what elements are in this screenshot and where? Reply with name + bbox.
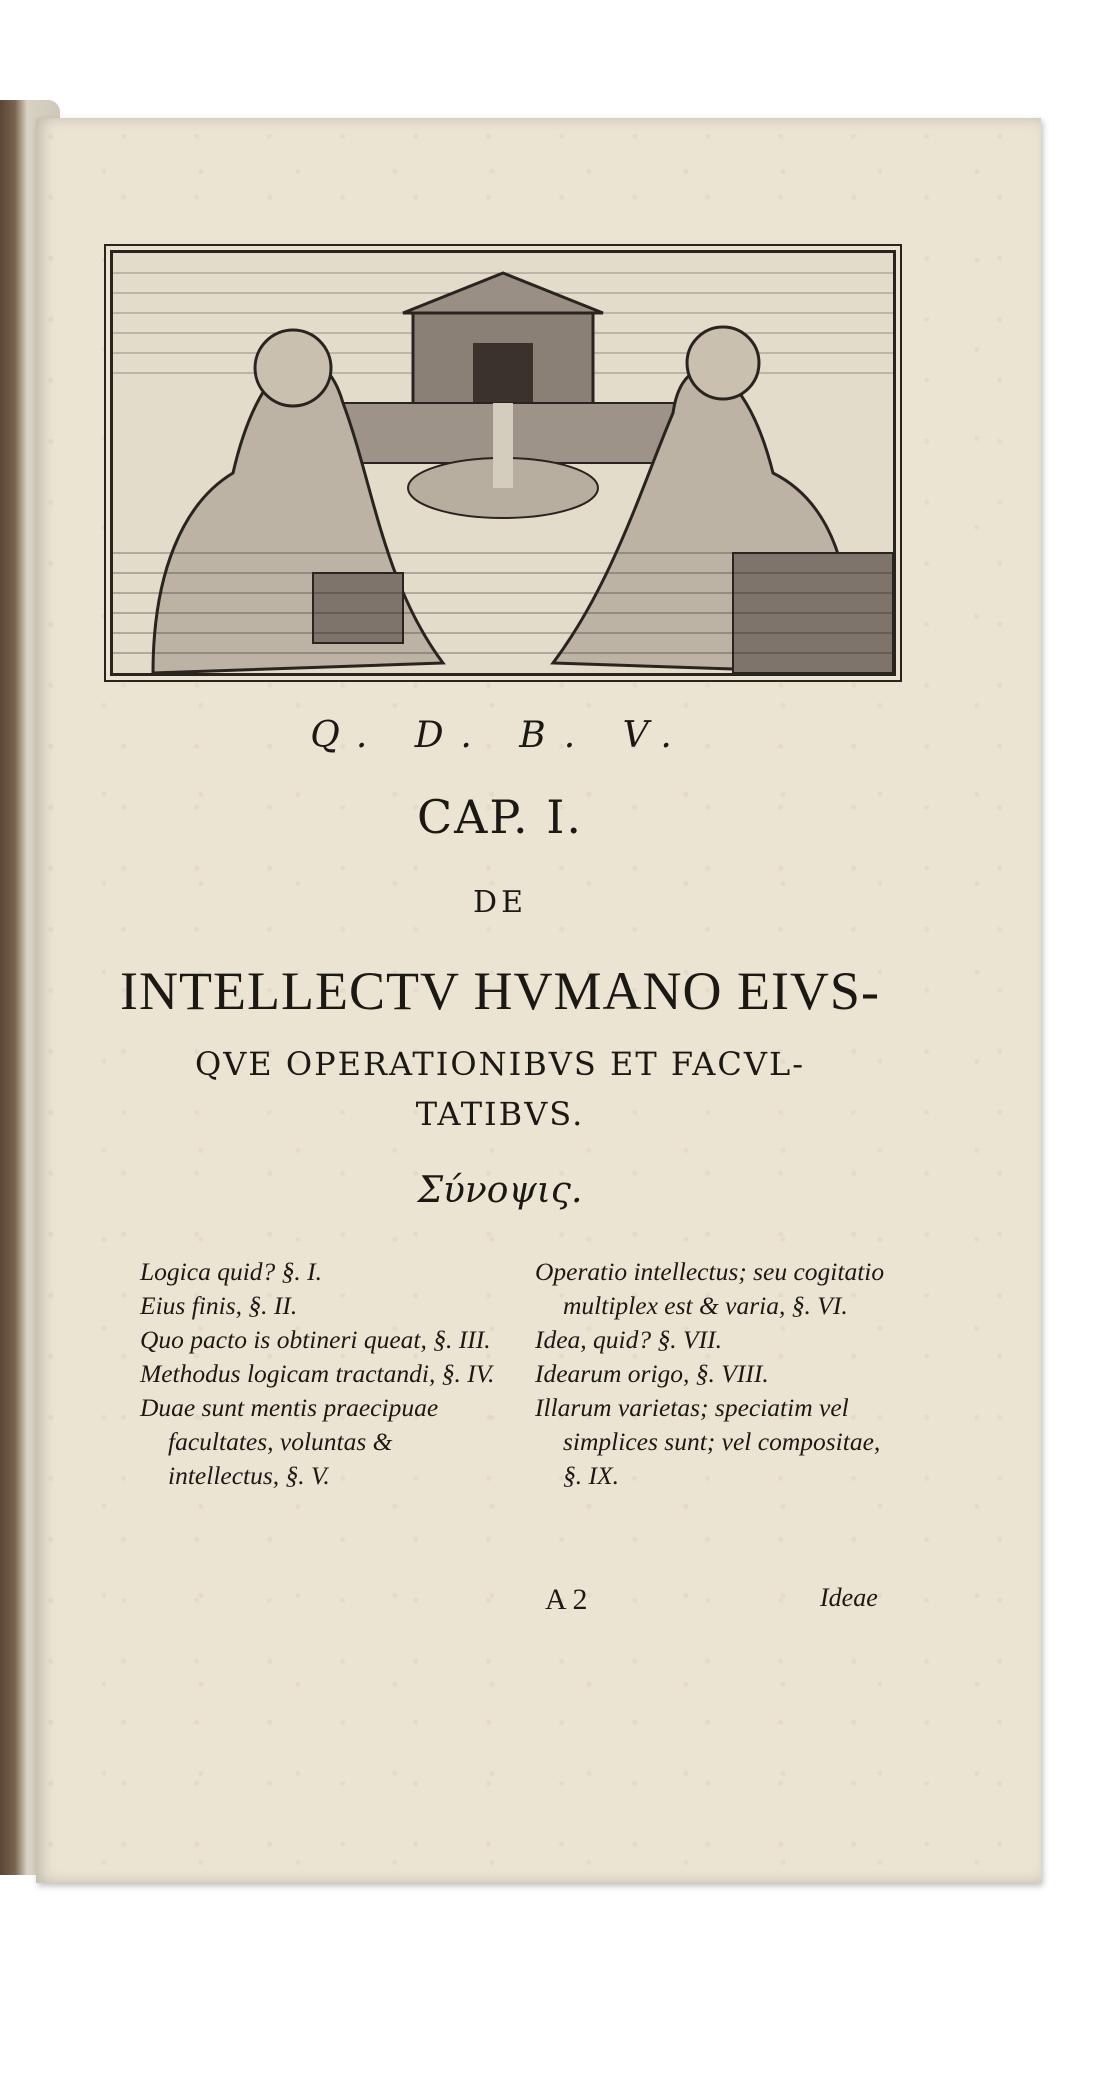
synopsis-entry: Duae sunt mentis praecipuae facultates, voluntas & intellectus, §. V. [140, 1393, 439, 1490]
synopsis-entry: Idea, quid? §. VII. [535, 1325, 722, 1354]
synopsis-heading: Σύνοψις. [417, 1170, 583, 1211]
synopsis-entry: Idearum origo, §. VIII. [535, 1359, 769, 1388]
signature-mark: A 2 [545, 1583, 588, 1616]
synopsis-entry: Eius finis, §. II. [140, 1291, 298, 1320]
chapter-title-line-3: TATIBVS. [415, 1095, 585, 1133]
synopsis-entry: Quo pacto is obtineri queat, §. III. [140, 1325, 491, 1354]
chapter-number: CAP. I. [416, 790, 584, 844]
chapter-title-line-2: QVE OPERATIONIBVS ET FACVL- [194, 1045, 806, 1083]
synopsis-entry: Methodus logicam tractandi, §. IV. [140, 1359, 495, 1388]
synopsis-entry: Logica quid? §. I. [140, 1257, 323, 1286]
synopsis-entry: Illarum varietas; speciatim vel simplices sunt; vel compositae, §. IX. [535, 1393, 881, 1490]
synopsis-left-column [140, 1255, 510, 1493]
chapter-preposition: DE [473, 885, 527, 920]
chapter-title-line-1: INTELLECTV HVMANO EIVS- [120, 961, 880, 1021]
invocation-line: Q. D. B. V. [310, 715, 690, 756]
catchword: Ideae [820, 1583, 878, 1612]
synopsis-entry: Operatio intellectus; seu cogitatio multiplex est & varia, §. VI. [535, 1257, 885, 1320]
headpiece-engraving [110, 250, 896, 676]
synopsis-right-column [535, 1255, 895, 1493]
